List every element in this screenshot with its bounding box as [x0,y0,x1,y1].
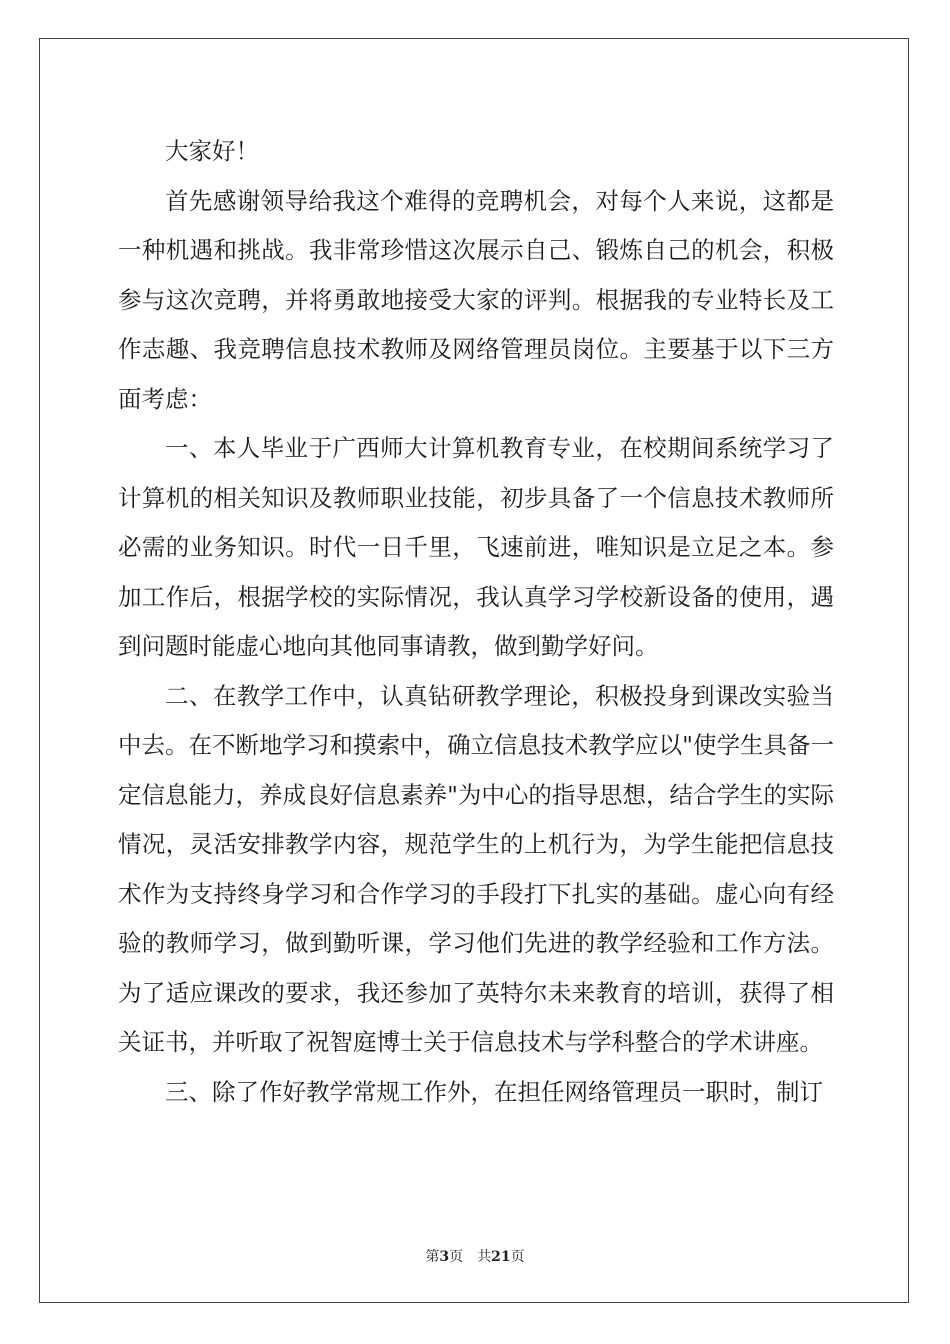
page-number-footer [0,1246,950,1266]
current-page-number: 3 [439,1249,450,1265]
point-two-paragraph: 二、在教学工作中，认真钻研教学理论，积极投身到课改实验当中去。在不断地学习和摸索中，确立信息技术教学应以"使学生具备一定信息能力，养成良好信息素养"为中心的指导思想，结合学生的实际情况，灵活安排教学内容，规范学生的上机行为，为学生能把信息技术作为支持终身学习和合作学习的手段打下扎实的基础。虚心向有经验的教师学习，做到勤听课，学习他们先进的教学经验和工作方法。为了适应课改的要求，我还参加了英特尔未来教育的培训，获得了相关证书，并听取了祝智庭博士关于信息技术与学科整合的学术讲座。 [118,681,834,1056]
total-pages-number: 21 [491,1249,511,1265]
intro-paragraph: 首先感谢领导给我这个难得的竞聘机会，对每个人来说，这都是一种机遇和挑战。我非常珍惜这次展示自己、锻炼自己的机会，积极参与这次竞聘，并将勇敢地接受大家的评判。根据我的专业特长及工作志趣、我竞聘信息技术教师及网络管理员岗位。主要基于以下三方面考虑： [118,186,834,413]
footer-prefix: 第 [425,1249,440,1265]
point-one-paragraph: 一、本人毕业于广西师大计算机教育专业，在校期间系统学习了计算机的相关知识及教师职业技能，初步具备了一个信息技术教师所必需的业务知识。时代一日千里，飞速前进，唯知识是立足之本。参加工作后，根据学校的实际情况，我认真学习学校新设备的使用，遇到问题时能虚心地向其他同事请教，做到勤学好问。 [118,434,834,660]
point-three-paragraph: 三、除了作好教学常规工作外，在担任网络管理员一职时，制订 [165,1077,823,1106]
footer-mid: 页 共 [449,1249,492,1265]
greeting-paragraph: 大家好！ [165,137,259,165]
document-body [118,127,834,1117]
footer-suffix: 页 [510,1249,525,1265]
